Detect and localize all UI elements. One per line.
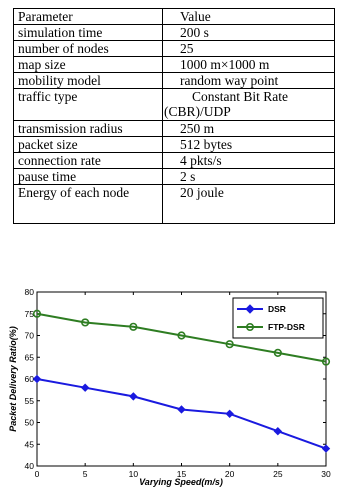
header-parameter: Parameter xyxy=(14,9,163,25)
chart-legend xyxy=(233,298,323,338)
table-row xyxy=(14,121,335,137)
table-row xyxy=(14,57,335,73)
x-tick-label: 0 xyxy=(34,469,40,479)
x-tick-label: 20 xyxy=(224,469,235,479)
param-value: 2 s xyxy=(163,169,335,185)
legend-label-dsr: DSR xyxy=(268,304,286,314)
y-tick-label: 75 xyxy=(24,308,34,319)
y-tick-label: 70 xyxy=(24,330,34,341)
param-value: random way point xyxy=(163,73,335,89)
pdr-line-chart xyxy=(0,282,346,492)
param-name: Energy of each node xyxy=(14,185,163,224)
param-name: packet size xyxy=(14,137,163,153)
y-tick-label: 60 xyxy=(24,374,34,384)
param-name: mobility model xyxy=(14,73,163,89)
table-row xyxy=(14,25,335,41)
param-value-line1: Constant Bit Rate xyxy=(192,89,288,104)
x-tick-label: 5 xyxy=(82,469,88,479)
param-name: map size xyxy=(14,57,163,73)
y-tick-label: 65 xyxy=(24,352,34,363)
y-axis-label: Packet Delivery Ratio(%) xyxy=(8,326,18,432)
table-row xyxy=(14,185,335,224)
param-value: 250 m xyxy=(163,121,335,137)
param-value xyxy=(163,89,335,121)
x-tick-label: 15 xyxy=(176,469,187,479)
param-name: traffic type xyxy=(14,89,163,121)
param-name: simulation time xyxy=(14,25,163,41)
table-row xyxy=(14,73,335,89)
table-row xyxy=(14,41,335,57)
header-value: Value xyxy=(163,9,335,25)
table-header-row xyxy=(14,9,335,25)
y-tick-label: 40 xyxy=(24,461,34,471)
y-tick-label: 50 xyxy=(24,417,34,428)
param-value-line2: (CBR)/UDP xyxy=(164,104,231,119)
x-tick-label: 25 xyxy=(273,469,283,479)
y-tick-label: 55 xyxy=(24,395,34,406)
param-value: 512 bytes xyxy=(163,137,335,153)
param-value: 25 xyxy=(163,41,335,57)
table-row xyxy=(14,89,335,121)
y-tick-label: 45 xyxy=(24,439,34,450)
x-axis-label: Varying Speed(m/s) xyxy=(139,477,223,487)
param-value: 4 pkts/s xyxy=(163,153,335,169)
param-name: connection rate xyxy=(14,153,163,169)
table-row xyxy=(14,169,335,185)
param-value: 200 s xyxy=(163,25,335,41)
param-value: 1000 m×1000 m xyxy=(163,57,335,73)
x-tick-label: 30 xyxy=(321,469,331,479)
parameter-table xyxy=(13,8,335,224)
x-tick-label: 10 xyxy=(128,469,139,479)
param-name: pause time xyxy=(14,169,163,185)
param-value: 20 joule xyxy=(163,185,335,224)
param-name: transmission radius xyxy=(14,121,163,137)
table-row xyxy=(14,137,335,153)
table-row xyxy=(14,153,335,169)
y-tick-label: 80 xyxy=(24,287,34,297)
param-name: number of nodes xyxy=(14,41,163,57)
legend-label-ftp-dsr: FTP-DSR xyxy=(268,322,305,332)
